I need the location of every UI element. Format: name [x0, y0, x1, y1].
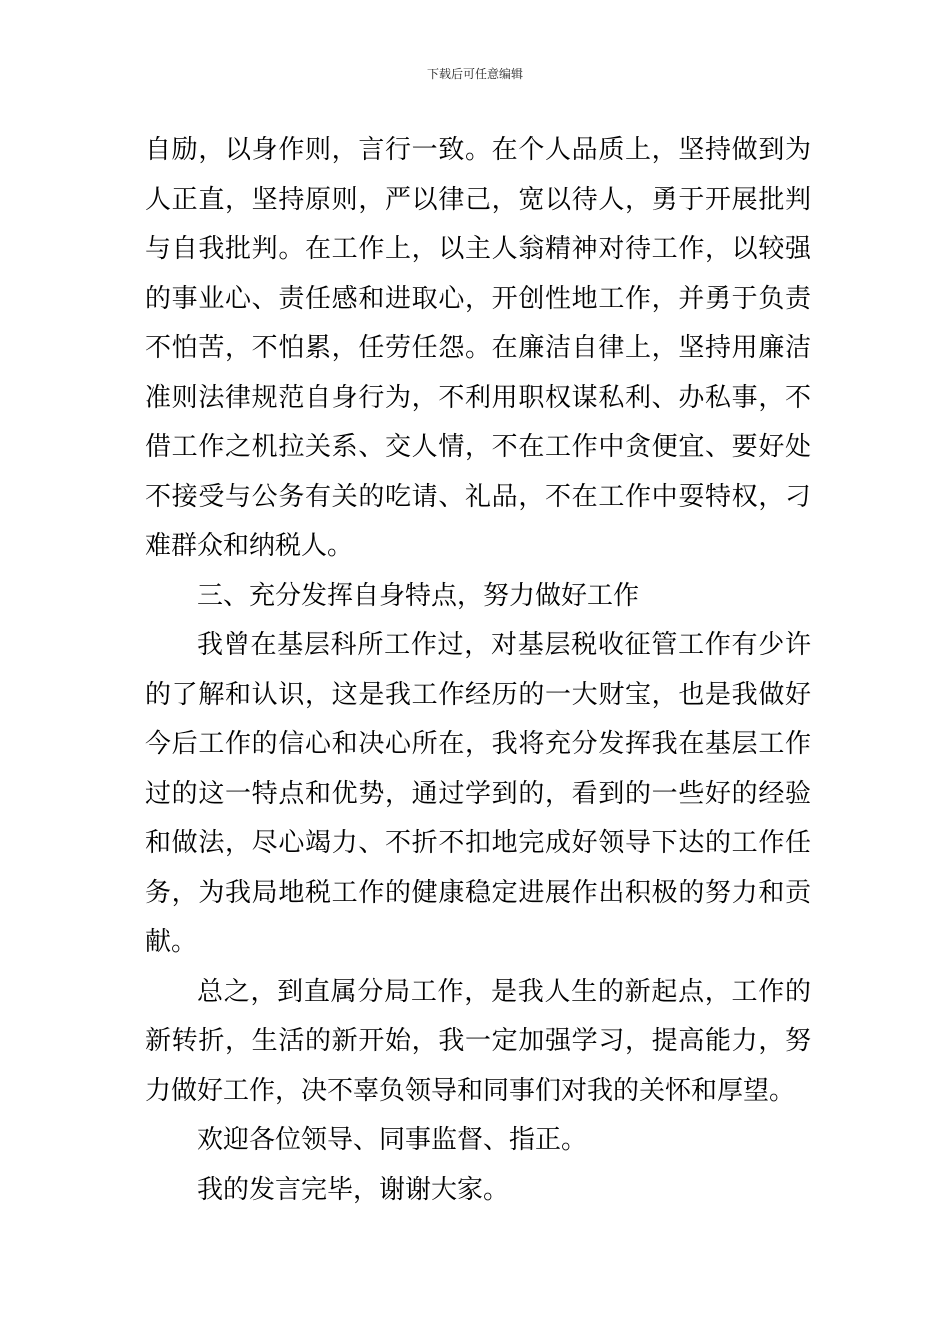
- paragraph-welcome-supervision: 欢迎各位领导、同事监督、指正。: [197, 1125, 588, 1155]
- paragraph-closing-thanks: 我的发言完毕，谢谢大家。: [197, 1174, 510, 1205]
- page-header: 下载后可任意编辑: [426, 67, 523, 81]
- paragraph-grassroots-experience: 我曾在基层科所工作过，对基层税收征管工作有少许的了解和认识，这是我工作经历的一大财宝，也是我做好今后工作的信心和决心所在，我将充分发挥我在基层工作过的这一特点和优势，通过学到的，看到的一些好的经验和做法，尽心竭力、不折不扣地完成好领导下达的工作任务，为我局地税工作的健康稳定进展作出积极的努力和贡献。: [145, 630, 811, 957]
- section-heading-three: 三、充分发挥自身特点，努力做好工作: [197, 580, 640, 611]
- paragraph-integrity: 自励，以身作则，言行一致。在个人品质上，坚持做到为人正直，坚持原则，严以律己，宽以待人，勇于开展批判与自我批判。在工作上，以主人翁精神对待工作，以较强的事业心、责任感和进取心，开创性地工作，并勇于负责不怕苦，不怕累，任劳任怨。在廉洁自律上，坚持用廉洁准则法律规范自身行为，不利用职权谋私利、办私事，不借工作之机拉关系、交人情，不在工作中贪便宜、要好处不接受与公务有关的吃请、礼品，不在工作中耍特权，刁难群众和纳税人。: [145, 135, 811, 561]
- document-body: [145, 126, 811, 1215]
- paragraph-conclusion: 总之，到直属分局工作，是我人生的新起点，工作的新转折，生活的新开始，我一定加强学习，提高能力，努力做好工作，决不辜负领导和同事们对我的关怀和厚望。: [145, 976, 811, 1106]
